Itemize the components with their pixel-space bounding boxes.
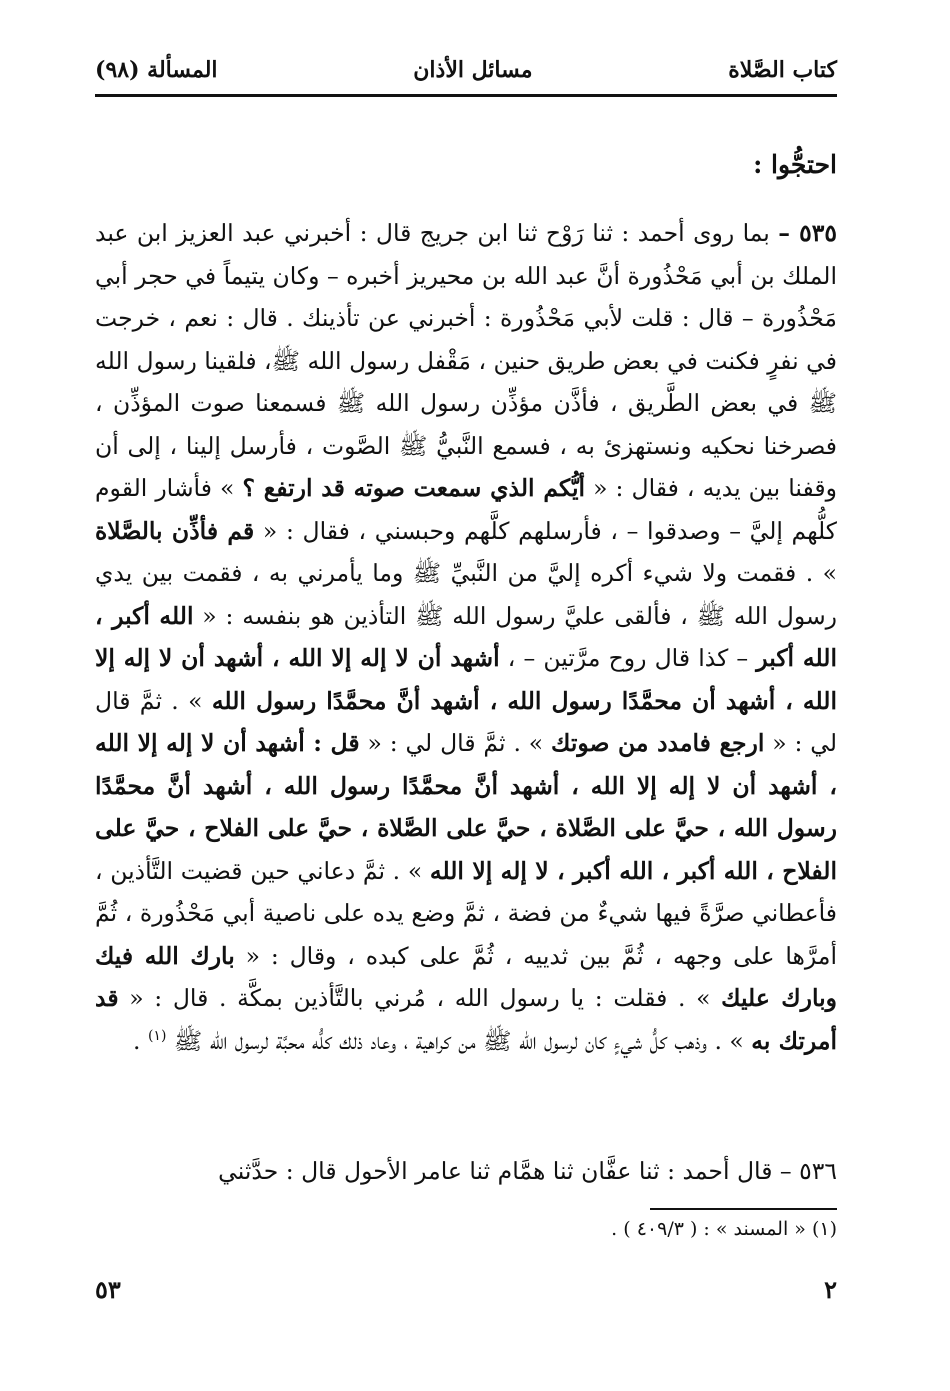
prophet-quote: قد أمرتك به (95, 984, 837, 1055)
footer-volume-number: ٢ (824, 1275, 837, 1304)
page-footer (95, 1275, 837, 1304)
hadith-number: ٥٣٥ – (778, 219, 838, 247)
paragraph-end: . (132, 1026, 148, 1055)
hadith-paragraph (95, 212, 837, 1062)
footer-page-number: ٥٣ (95, 1275, 121, 1304)
narration-text: » فأشار القوم كلُّهم إليَّ – وصدقوا – ، فأرسلهم كلَّهم وحبسني ، فقال : « (95, 474, 837, 545)
prophet-quote: الله أكبر ، الله أكبر (95, 601, 837, 672)
header-book-title: كتاب الصَّلاة (728, 57, 837, 83)
hadith-536: ٥٣٦ – قال أحمد : ثنا عفَّان ثنا همَّام ثنا عامر الأحول قال : حدَّثني (218, 1157, 837, 1185)
prophet-quote: بارك الله فيك وبارك عليك (95, 941, 837, 1012)
footnote-marker: (١) (147, 1027, 167, 1044)
prophet-quote: ارجع فامدد من صوتك (551, 729, 765, 757)
prophet-quote: أيُّكم الذي سمعت صوته قد ارتفع ؟ (242, 474, 586, 502)
narration-text: » . وذهب كلُّ شيءٍ كان لرسول الله ﷺ من كراهية ، وعاد ذلك كلُّه محبَّة لرسول الله ﷺ (173, 1026, 752, 1055)
header-issue-number: المسألة (٩٨) (95, 57, 218, 83)
narration-text: » . ثمَّ دعاني حين قضيت التَّأذين ، فأعطاني صرَّةً فيها شيءٌ من فضة ، ثمَّ وضع يده على ناصية أبي مَحْذُورة ، ثُمَّ أمرَّها على وجهه ، ثُمَّ بين ثدييه ، ثُمَّ على كبده ، وقال : « (95, 856, 837, 970)
header-chapter-title: مسائل الأذان (413, 57, 533, 83)
narration-text: » . ثمَّ قال لي : « (359, 729, 552, 757)
narration-text: » . فقمت ولا شيء أكره إليَّ من النَّبيِّ ﷺ وما يأمرني به ، فقمت بين يدي رسول الله ﷺ ، فألقى عليَّ رسول الله ﷺ التأذين هو بنفسه : « (95, 559, 838, 630)
footnote: (١) « المسند » : ( ٤٠٩/٣ ) . (611, 1218, 837, 1240)
running-header (95, 52, 837, 88)
footnote-divider (650, 1208, 837, 1210)
narration-text: » . فقلت : يا رسول الله ، مُرني بالتَّأذين بمكَّة . قال : « (118, 984, 722, 1012)
narration-text: » . ثمَّ قال لي : « (95, 686, 838, 757)
hadith-text (95, 219, 837, 1055)
header-divider (95, 94, 837, 97)
prophet-quote: قم فأذِّن بالصَّلاة (95, 516, 255, 545)
narration-text: – كذا قال روح مرَّتين – ، (499, 644, 757, 672)
prophet-quote: أشهد أن لا إله إلا الله ، أشهد أن لا إله إلا الله ، أشهد أن محمَّدًا رسول الله ، أشهد أنَّ محمَّدًا رسول الله (95, 644, 837, 715)
narration-text: بما روى أحمد : ثنا رَوْح ثنا ابن جريج قال : أخبرني عبد العزيز ابن عبد الملك بن أبي مَحْذُورة أنَّ عبد الله بن محيريز أخبره – وكان يتيماً في حجر أبي مَحْذُورة – قال : قلت لأبي مَحْذُورة : أخبرني عن تأذينك . قال : نعم ، خرجت في نفرٍ فكنت في بعض طريق حنين ، مَقْفل رسول الله ﷺ، فلقينا رسول الله ﷺ في بعض الطَّريق ، فأذَّن مؤذِّن رسول الله ﷺ فسمعنا صوت المؤذِّن ، فصرخنا نحكيه ونستهزئ به ، فسمع النَّبيُّ ﷺ الصَّوت ، فأرسل إلينا ، إلى أن وقفنا بين يديه ، فقال : « (95, 219, 837, 502)
prophet-quote: قل : أشهد أن لا إله إلا الله ، أشهد أن لا إله إلا الله ، أشهد أنَّ محمَّدًا رسول الله ، أشهد أنَّ محمَّدًا رسول الله ، حيَّ على الصَّلاة ، حيَّ على الصَّلاة ، حيَّ على الفلاح ، حيَّ على الفلاح ، الله أكبر ، الله أكبر ، لا إله إلا الله (95, 729, 837, 885)
section-heading: احتجُّوا : (753, 150, 837, 179)
hadith-535 (95, 212, 837, 1062)
